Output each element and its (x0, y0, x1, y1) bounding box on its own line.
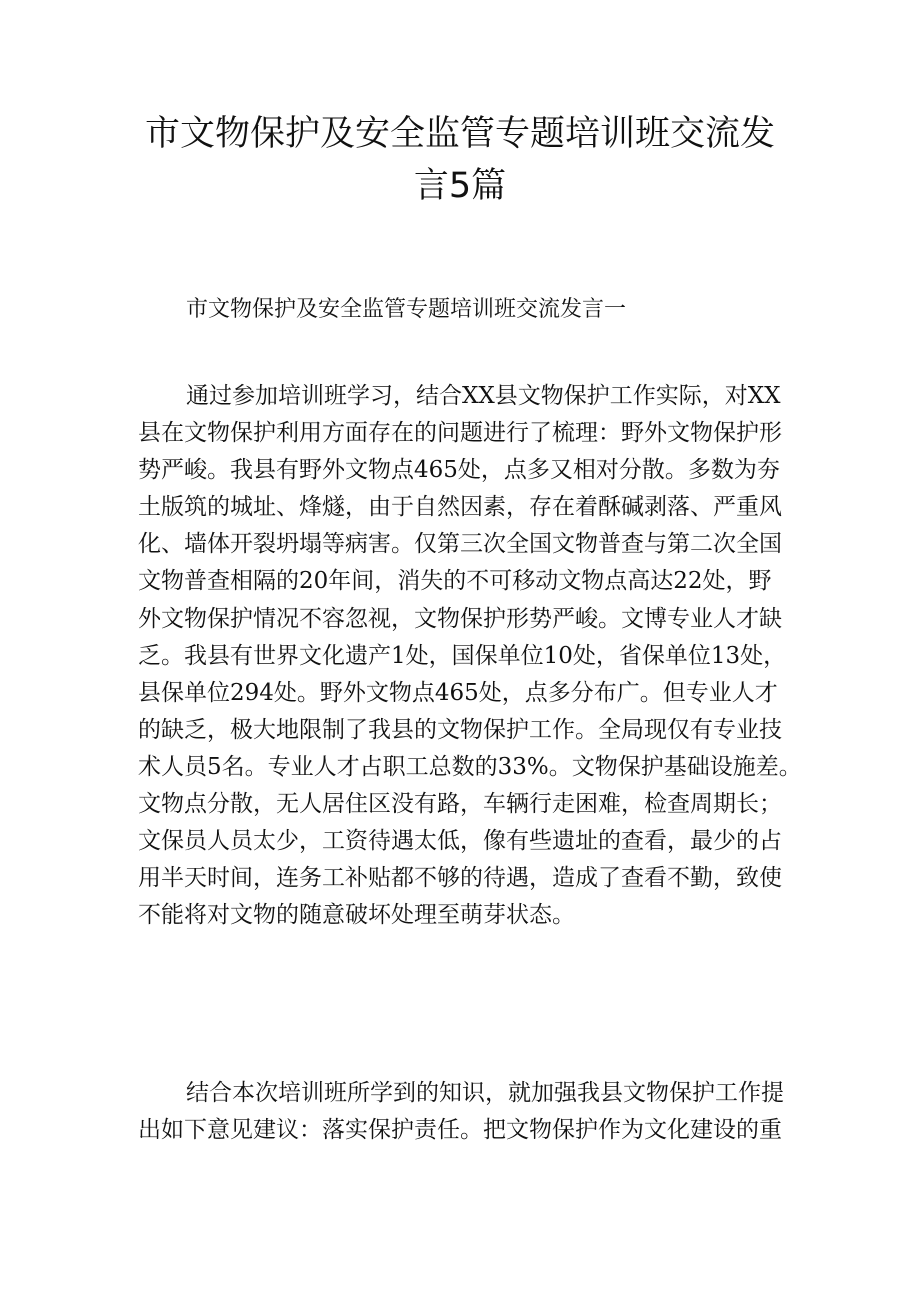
paragraph-line: 势严峻。我县有野外文物点465处，点多又相对分散。多数为夯 (138, 457, 780, 484)
paragraph-line: 土版筑的城址、烽燧，由于自然因素，存在着酥碱剥落、严重风 (138, 494, 782, 521)
section-heading: 市文物保护及安全监管专题培训班交流发言一 (186, 297, 627, 322)
paragraph-line: 乏。我县有世界文化遗产1处，国保单位10处，省保单位13处， (138, 642, 787, 669)
document-title (0, 108, 920, 212)
paragraph-line: 文保员人员太少，工资待遇太低，像有些遗址的查看，最少的占 (138, 828, 782, 855)
paragraph-line: 化、墙体开裂坍塌等病害。仅第三次全国文物普查与第二次全国 (138, 531, 782, 558)
paragraph-line: 通过参加培训班学习，结合XX县文物保护工作实际，对XX (186, 383, 781, 409)
paragraph-line: 不能将对文物的随意破坏处理至萌芽状态。 (138, 902, 575, 929)
body-paragraph (138, 1075, 798, 1149)
paragraph-line: 文物点分散，无人居住区没有路，车辆行走困难，检查周期长； (138, 791, 782, 818)
title-line: 言5篇 (413, 166, 507, 206)
paragraph-line: 出如下意见建议：落实保护责任。把文物保护作为文化建设的重 (138, 1117, 782, 1144)
paragraph-line: 外文物保护情况不容忽视，文物保护形势严峻。文博专业人才缺 (138, 605, 782, 632)
paragraph-line: 的缺乏，极大地限制了我县的文物保护工作。全局现仅有专业技 (138, 716, 782, 743)
paragraph-line: 文物普查相隔的20年间，消失的不可移动文物点高达22处，野 (138, 568, 772, 595)
body-paragraph (138, 378, 802, 934)
paragraph-line: 术人员5名。专业人才占职工总数的33%。文物保护基础设施差。 (138, 753, 802, 780)
paragraph-line: 结合本次培训班所学到的知识，就加强我县文物保护工作提 (186, 1080, 784, 1106)
title-line: 市文物保护及安全监管专题培训班交流发 (144, 114, 775, 154)
paragraph-line: 县保单位294处。野外文物点465处，点多分布广。但专业人才 (138, 679, 778, 706)
paragraph-line: 县在文物保护利用方面存在的问题进行了梳理：野外文物保护形 (138, 420, 782, 447)
paragraph-line: 用半天时间，连务工补贴都不够的待遇，造成了查看不勤，致使 (138, 865, 782, 892)
